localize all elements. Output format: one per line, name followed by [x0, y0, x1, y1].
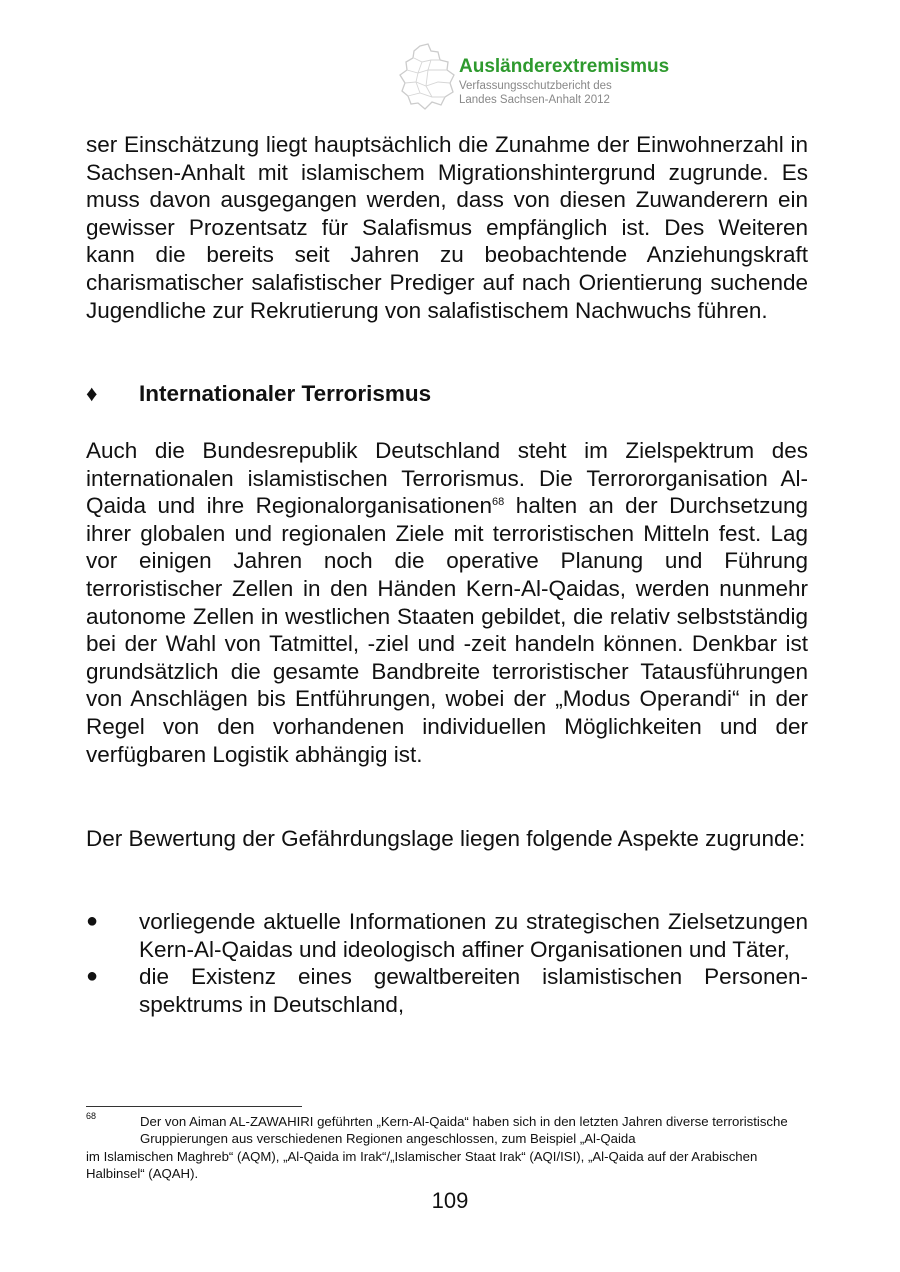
list-item — [86, 963, 808, 1018]
aspects-list — [86, 908, 808, 1018]
paragraph-terrorism-part2: halten an der Durchsetzung ihrer globalen und regionalen Ziele mit terroristischen Mitteln fest. Lag vor einigen Jahren noch die operative Planung und Führung terroristischer Zellen in den Händen Kern-Al-Qaidas, werden nunmehr autonome Zellen in westlichen Staaten gebildet, die relativ selbstständig bei der Wahl von Tatmittel, -ziel und -zeit handeln können. Denkbar ist grundsätzlich die gesamte Bandbreite terroristischer Tatausführungen von Anschlägen bis Entführungen, wobei der „Modus Operandi“ in der Regel von den vorhandenen individuellen Möglichkeiten und der verfügbaren Logistik abhängig ist. — [86, 493, 808, 767]
footnote-divider — [86, 1106, 302, 1107]
header-title: Ausländerextremismus — [459, 56, 670, 77]
page-number: 109 — [431, 1188, 469, 1213]
paragraph-terrorism — [86, 437, 808, 768]
bullet-icon: ● — [86, 965, 99, 988]
footnote-number: 68 — [86, 1111, 97, 1121]
paragraph-salafism: ser Einschätzung liegt hauptsächlich die Zunahme der Einwohnerzahl in Sachsen-Anhalt mit islamischem Migrationshintergrund zugrunde. Es muss davon ausgegangen werden, dass von diesen Zuwanderern ein gewisser Prozentsatz für Salafismus empfänglich ist. Des Weiteren kann die bereits seit Jahren zu beobachtende Anziehungskraft charismatischer salafistischer Prediger auf nach Orientierung suchende Jugendliche zur Rekrutierung von salafistischem Nachwuchs führen. — [86, 132, 808, 323]
list-item — [86, 908, 808, 963]
list-item-text: vorliegende aktuelle Informationen zu strategischen Zielsetzungen Kern-Al-Qaidas und ideologisch affiner Organisationen und Täter, — [139, 909, 808, 962]
paragraph-assessment: Der Bewertung der Gefährdungslage liegen folgende Aspekte zugrunde: — [86, 826, 806, 851]
header-subtitle-line1: Verfassungsschutzbericht des — [459, 80, 612, 92]
list-item-text: die Existenz eines gewaltbereiten islamistischen Personenspektrums in Deutschland, — [139, 964, 808, 1017]
footnote-reference[interactable]: 68 — [492, 496, 505, 509]
footnote-text-first: Der von Aiman AL-ZAWAHIRI geführten „Kern-Al-Qaida“ haben sich in den letzten Jahren diverse terroristische Gruppierungen aus verschiedenen Regionen angeschlossen, zum Beispiel „Al-Qaida — [140, 1114, 788, 1147]
section-heading: Internationaler Terrorismus — [139, 381, 432, 406]
header-subtitle-line2: Landes Sachsen-Anhalt 2012 — [459, 94, 610, 106]
footnote-text-rest: im Islamischen Maghreb“ (AQM), „Al-Qaida im Irak“/„Islamischer Staat Irak“ (AQI/ISI), „Al-Qaida auf der Arabischen Halbinsel“ (AQAH). — [86, 1148, 758, 1182]
diamond-bullet-icon: ♦ — [86, 381, 98, 406]
paragraph-terrorism-part1: Auch die Bundesrepublik Deutschland steht im Zielspektrum des internationalen islamistischen Terrorismus. Die Terrororganisation Al-Qaida und ihre Regionalorganisationen — [86, 438, 808, 519]
bullet-icon: ● — [86, 910, 99, 932]
sachsen-anhalt-map-outline-icon — [398, 42, 458, 112]
page-header — [398, 42, 718, 112]
